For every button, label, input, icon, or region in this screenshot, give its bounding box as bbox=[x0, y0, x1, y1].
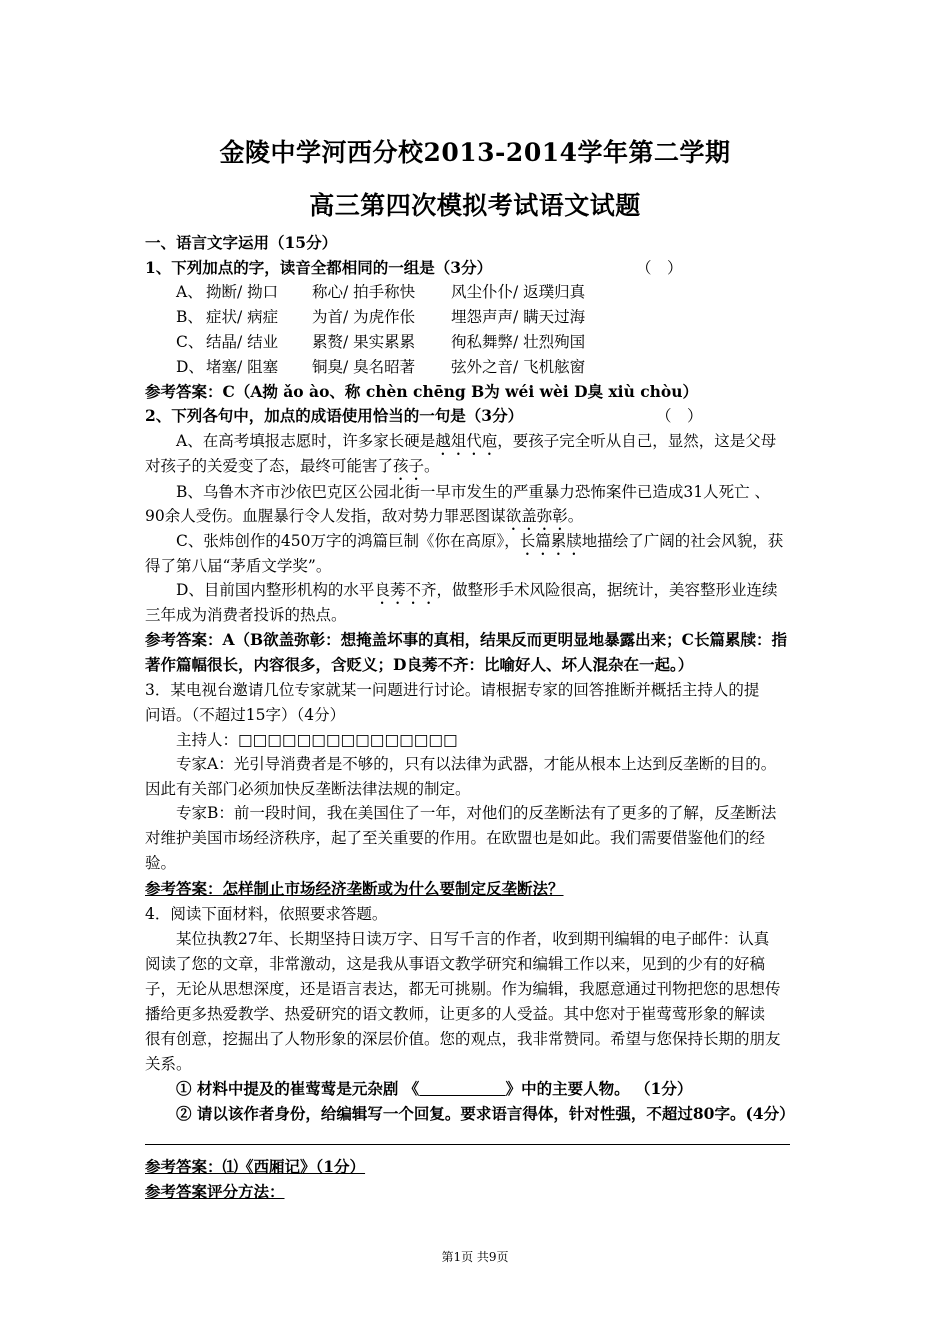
q3-expert-b-line2: 对维护美国市场经济秩序，起了至关重要的作用。在欧盟也是如此。我们需要借鉴他们的经 bbox=[145, 829, 766, 847]
q4-reference-answer: 参考答案：⑴《西厢记》（1分） bbox=[145, 1157, 366, 1176]
q3-stem-line2: 问语。（不超过15字）（4分） bbox=[145, 706, 346, 724]
option-group-1: 堵塞/ 阻塞 bbox=[206, 358, 279, 376]
option-group-2: 为首/ 为虎作伥 bbox=[312, 308, 416, 326]
q3-expert-b-line1: 专家B：前一段时间，我在美国住了一年，对他们的反垄断法有了更多的了解，反垄断法 bbox=[176, 804, 777, 822]
page-footer: 第1页 共9页 bbox=[441, 1250, 509, 1264]
option-group-1: 结晶/ 结业 bbox=[206, 333, 279, 351]
option-letter: C、 bbox=[176, 333, 204, 351]
q3-expert-a-line1: 专家A：光引导消费者是不够的，只有以法律为武器，才能从根本上达到反垄断的目的。 bbox=[176, 755, 777, 773]
document-title-line2: 高三第四次模拟考试语文试题 bbox=[309, 191, 641, 220]
option-group-3: 风尘仆仆/ 返璞归真 bbox=[451, 283, 586, 301]
q4-subquestion-1: ① 材料中提及的崔莺莺是元杂剧 《 》中的主要人物。 （1分） bbox=[176, 1079, 693, 1098]
option-group-3: 埋怨声声/ 瞒天过海 bbox=[451, 308, 586, 326]
q4-material-line4: 播给更多热爱教学、热爱研究的语文教师，让更多的人受益。其中您对于崔莺莺形象的解读 bbox=[145, 1005, 766, 1023]
section-heading: 一、语言文字运用（15分） bbox=[145, 233, 338, 252]
dotted-idiom: 长篇累牍 bbox=[519, 532, 582, 550]
option-group-3: 弦外之音/ 飞机舷窗 bbox=[451, 358, 586, 376]
q4-material-line1: 某位执教27年、长期坚持日读万字、日写千言的作者，收到期刊编辑的电子邮件：认真 bbox=[176, 930, 770, 948]
q1-answer-paren: （ ） bbox=[636, 259, 683, 277]
q4-material-line2: 阅读了您的文章，非常激动，这是我从事语文教学研究和编辑工作以来，见到的少有的好稿 bbox=[145, 955, 766, 973]
q4-material-line3: 子，无论从思想深度，还是语言表达，都无可挑剔。作为编辑，我愿意通过刊物把您的思想传 bbox=[145, 980, 781, 998]
option-letter: A、 bbox=[176, 283, 203, 301]
q2-option-c-line1: C、张炜创作的450万字的鸿篇巨制《你在高原》，长篇累牍地描绘了广阔的社会风貌，获 bbox=[176, 532, 784, 550]
dotted-idiom: 孩子 bbox=[393, 457, 425, 475]
q4-scoring-method: 参考答案评分方法： bbox=[145, 1182, 285, 1201]
q2-option-d-line2: 三年成为消费者投诉的热点。 bbox=[145, 606, 347, 624]
dotted-idiom: 良莠不齐 bbox=[374, 581, 437, 599]
q2-reference-answer-line2: 著作篇幅很长，内容很多，含贬义；D良莠不齐：比喻好人、坏人混杂在一起。） bbox=[145, 655, 694, 674]
q2-option-d-line1: D、目前国内整形机构的水平良莠不齐，做整形手术风险很高，据统计，美容整形业连续 bbox=[176, 581, 778, 599]
q2-option-b-line2: 90余人受伤。血腥暴行令人发指，敌对势力罪恶图谋欲盖弥彰。 bbox=[145, 507, 584, 525]
answer-line[interactable] bbox=[145, 1144, 790, 1145]
option-group-2: 累赘/ 果实累累 bbox=[312, 333, 416, 351]
answer-blank[interactable] bbox=[419, 1079, 505, 1098]
q4-material-line5: 很有创意，挖掘出了人物形象的深层价值。您的观点，我非常赞同。希望与您保持长期的朋友 bbox=[145, 1030, 781, 1048]
q4-material-line6: 关系。 bbox=[145, 1055, 192, 1073]
q2-option-c-line2: 得了第八届“茅盾文学奖”。 bbox=[145, 557, 332, 575]
q2-option-b-line1: B、乌鲁木齐市沙依巴克区公园北街一早市发生的严重暴力恐怖案件已造成31人死亡 、 bbox=[176, 483, 771, 501]
q3-reference-answer: 参考答案：怎样制止市场经济垄断或为什么要制定反垄断法？ bbox=[145, 879, 564, 898]
document-title-line1: 金陵中学河西分校2013-2014学年第二学期 bbox=[219, 138, 731, 167]
q2-option-a-line2: 对孩子的关爱变了态，最终可能害了孩子。 bbox=[145, 457, 440, 475]
q3-stem-line1: 3．某电视台邀请几位专家就某一问题进行讨论。请根据专家的回答推断并概括主持人的提 bbox=[145, 681, 760, 699]
q2-stem: 2、下列各句中，加点的成语使用恰当的一句是（3分） bbox=[145, 406, 524, 425]
dotted-idiom: 越俎代庖 bbox=[435, 432, 498, 450]
q3-expert-b-line3: 验。 bbox=[145, 854, 177, 872]
q3-expert-a-line2: 因此有关部门必须加快反垄断法律法规的制定。 bbox=[145, 780, 471, 798]
q4-stem: 4．阅读下面材料，依照要求答题。 bbox=[145, 905, 388, 923]
option-letter: B、 bbox=[176, 308, 203, 326]
q4-subquestion-2: ② 请以该作者身份，给编辑写一个回复。要求语言得体，针对性强，不超过80字。(4分） bbox=[176, 1104, 795, 1123]
option-letter: D、 bbox=[176, 358, 204, 376]
option-group-2: 铜臭/ 臭名昭著 bbox=[312, 358, 416, 376]
q2-option-a-line1: A、在高考填报志愿时，许多家长硬是越俎代庖，要孩子完全听从自己，显然，这是父母 bbox=[176, 432, 777, 450]
q3-host-line: 主持人：□□□□□□□□□□□□□□□ bbox=[176, 731, 458, 749]
option-group-1: 拗断/ 拗口 bbox=[206, 283, 279, 301]
q2-reference-answer-line1: 参考答案：A（B欲盖弥彰：想掩盖坏事的真相，结果反而更明显地暴露出来；C长篇累牍：指 bbox=[145, 630, 787, 649]
option-group-3: 徇私舞弊/ 壮烈殉国 bbox=[451, 333, 586, 351]
q1-reference-answer: 参考答案：C（A拗 ǎo ào、称 chèn chēng B为 wéi wèi D臭 xiù chòu） bbox=[145, 382, 699, 401]
option-group-2: 称心/ 拍手称快 bbox=[312, 283, 416, 301]
option-group-1: 症状/ 病症 bbox=[206, 308, 279, 326]
dotted-idiom: 欲盖弥彰 bbox=[505, 507, 568, 525]
q1-stem: 1、下列加点的字，读音全都相同的一组是（3分） bbox=[145, 258, 493, 277]
q2-answer-paren: （ ） bbox=[656, 407, 703, 425]
